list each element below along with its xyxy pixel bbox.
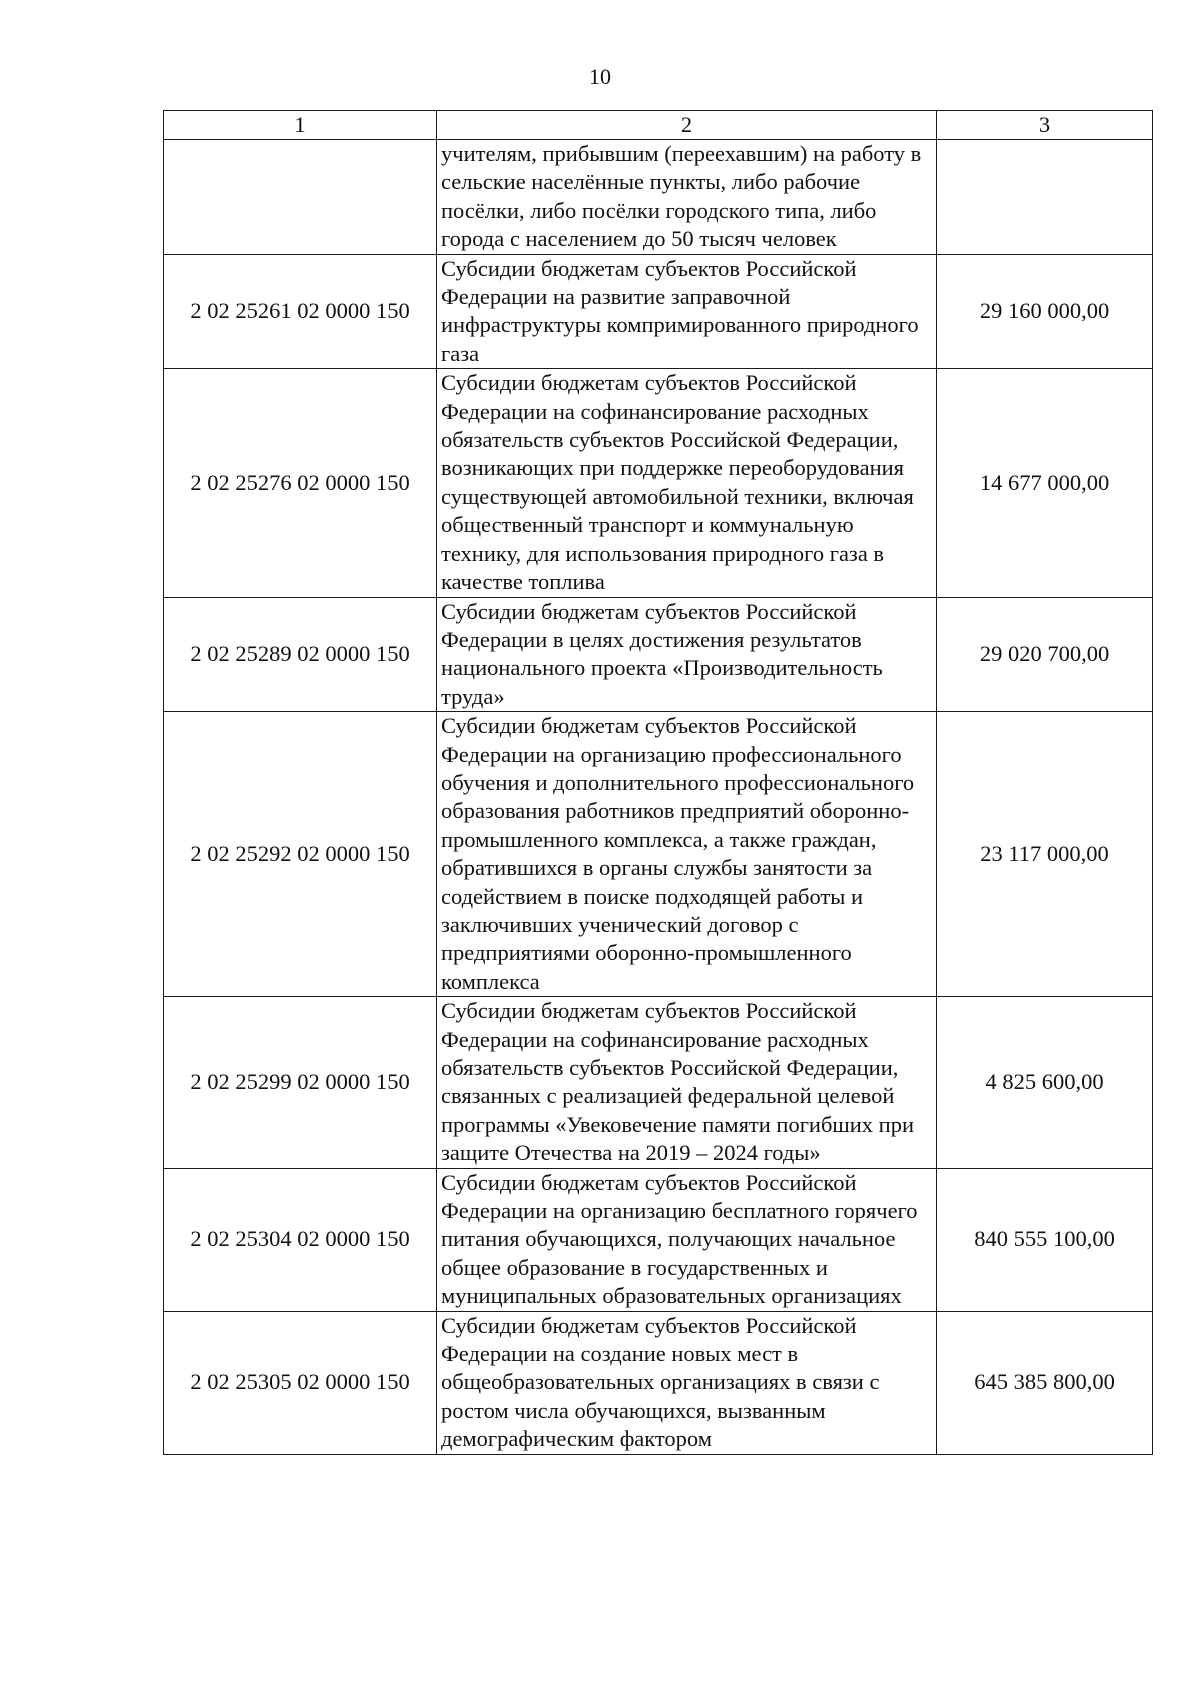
table-row [164, 997, 1153, 1168]
table-row [164, 1168, 1153, 1311]
amount-cell: 29 020 700,00 [937, 597, 1153, 712]
column-header-1: 1 [164, 111, 437, 140]
description-cell: Субсидии бюджетам субъектов Российской Федерации на развитие заправочной инфраструктуры компримированного природного газа [437, 254, 937, 369]
amount-cell: 645 385 800,00 [937, 1311, 1153, 1454]
revenue-code-cell [164, 140, 437, 255]
description-cell: Субсидии бюджетам субъектов Российской Федерации на софинансирование расходных обязательств субъектов Российской Федерации, возникающих при поддержке переоборудования существующей автомобильной техники, включая общественный транспорт и коммунальную технику, для использования природного газа в качестве топлива [437, 369, 937, 597]
table-row [164, 140, 1153, 255]
column-header-2: 2 [437, 111, 937, 140]
amount-cell: 29 160 000,00 [937, 254, 1153, 369]
table-row [164, 597, 1153, 712]
table-row [164, 1311, 1153, 1454]
column-header-3: 3 [937, 111, 1153, 140]
table-row [164, 369, 1153, 597]
table-header-row [164, 111, 1153, 140]
revenue-code-cell: 2 02 25299 02 0000 150 [164, 997, 437, 1168]
revenue-code-cell: 2 02 25276 02 0000 150 [164, 369, 437, 597]
amount-cell [937, 140, 1153, 255]
description-cell: Субсидии бюджетам субъектов Российской Федерации на создание новых мест в общеобразовательных организациях в связи с ростом числа обучающихся, вызванным демографическим фактором [437, 1311, 937, 1454]
amount-cell: 14 677 000,00 [937, 369, 1153, 597]
table-body [164, 140, 1153, 1455]
page-number: 10 [589, 64, 611, 89]
revenue-code-cell: 2 02 25292 02 0000 150 [164, 712, 437, 997]
revenue-code-cell: 2 02 25305 02 0000 150 [164, 1311, 437, 1454]
description-cell: учителям, прибывшим (переехавшим) на работу в сельские населённые пункты, либо рабочие посёлки, либо посёлки городского типа, либо города с населением до 50 тысяч человек [437, 140, 937, 255]
revenue-code-cell: 2 02 25289 02 0000 150 [164, 597, 437, 712]
budget-table [163, 110, 1153, 1455]
description-cell: Субсидии бюджетам субъектов Российской Федерации в целях достижения результатов национального проекта «Производительность труда» [437, 597, 937, 712]
table-row [164, 712, 1153, 997]
description-cell: Субсидии бюджетам субъектов Российской Федерации на организацию профессионального обучения и дополнительного профессионального образования работников предприятий оборонно-промышленного комплекса, а также граждан, обратившихся в органы службы занятости за содействием в поиске подходящей работы и заключивших ученический договор с предприятиями оборонно-промышленного комплекса [437, 712, 937, 997]
description-cell: Субсидии бюджетам субъектов Российской Федерации на организацию бесплатного горячего питания обучающихся, получающих начальное общее образование в государственных и муниципальных образовательных организациях [437, 1168, 937, 1311]
amount-cell: 4 825 600,00 [937, 997, 1153, 1168]
table-row [164, 254, 1153, 369]
revenue-code-cell: 2 02 25261 02 0000 150 [164, 254, 437, 369]
revenue-code-cell: 2 02 25304 02 0000 150 [164, 1168, 437, 1311]
amount-cell: 23 117 000,00 [937, 712, 1153, 997]
amount-cell: 840 555 100,00 [937, 1168, 1153, 1311]
description-cell: Субсидии бюджетам субъектов Российской Федерации на софинансирование расходных обязательств субъектов Российской Федерации, связанных с реализацией федеральной целевой программы «Увековечение памяти погибших при защите Отечества на 2019 – 2024 годы» [437, 997, 937, 1168]
